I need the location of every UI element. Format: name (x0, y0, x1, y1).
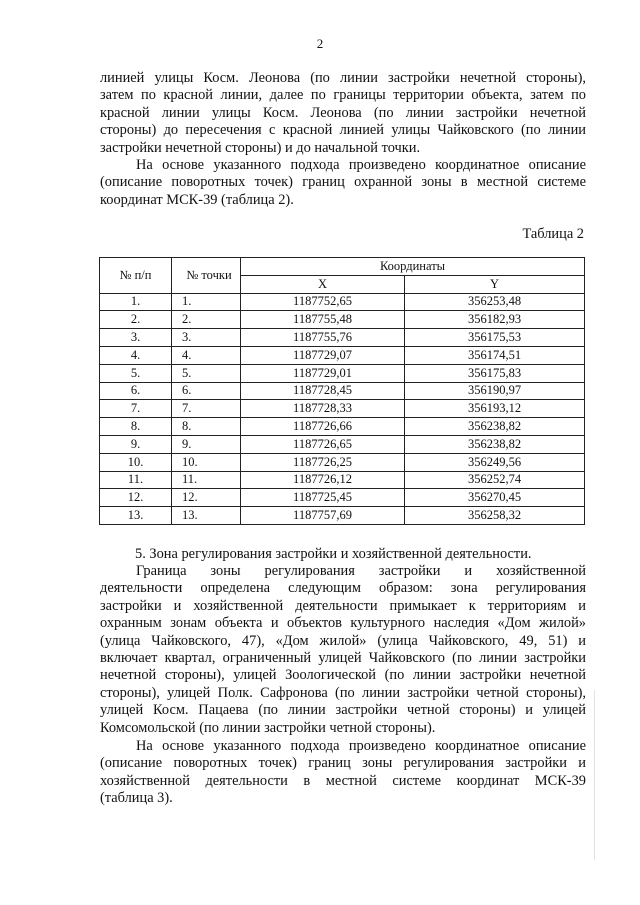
section-heading: 5. Зона регулирования застройки и хозяйственной деятельности. (135, 546, 532, 562)
cell-y: 356238,82 (405, 418, 585, 436)
cell-point: 4. (172, 346, 241, 364)
intro-paragraph (100, 70, 586, 157)
text-line: координат МСК-39 (таблица 2). (100, 191, 294, 208)
cell-number: 5. (100, 364, 172, 382)
col-header-coordinates: Координаты (241, 258, 585, 276)
table-row (100, 435, 585, 453)
text-line: стороны) до пересечения с красной линией улицы Чайковского (по линии (100, 122, 586, 139)
text-line: охранным зонам объекта и объектов культурного наследия «Дом жилой» (100, 615, 586, 632)
cell-y: 356174,51 (405, 346, 585, 364)
text-line: стороны), улицей Полк. Сафронова (по линии застройки четной стороны), (100, 684, 586, 701)
page-number: 2 (316, 36, 324, 51)
text-line: красной линии улицы Косм. Леонова (по линии застройки нечетной (100, 104, 586, 121)
cell-x: 1187728,33 (241, 400, 405, 418)
cell-number: 10. (100, 453, 172, 471)
cell-point: 10. (172, 453, 241, 471)
cell-x: 1187757,69 (241, 507, 405, 525)
cell-point: 3. (172, 329, 241, 347)
text-line: (таблица 3). (100, 790, 173, 807)
col-header-number: № п/п (100, 258, 172, 294)
table-caption: Таблица 2 (522, 226, 584, 242)
text-line: затем по красной линии, далее по границы территории объекта, затем по (100, 87, 586, 104)
text-line: На основе указанного подхода произведено координатное описание (136, 738, 586, 754)
cell-x: 1187729,01 (241, 364, 405, 382)
cell-point: 7. (172, 400, 241, 418)
cell-x: 1187729,07 (241, 346, 405, 364)
zone-paragraph (100, 563, 586, 737)
col-header-x: X (241, 275, 405, 293)
table-row (100, 346, 585, 364)
cell-point: 11. (172, 471, 241, 489)
cell-number: 1. (100, 293, 172, 311)
table-row (100, 471, 585, 489)
cell-point: 13. (172, 507, 241, 525)
cell-x: 1187726,25 (241, 453, 405, 471)
cell-number: 11. (100, 471, 172, 489)
text-line: нечетной стороны), улицей Зоологической (по линии застройки нечетной (100, 667, 586, 684)
cell-point: 9. (172, 435, 241, 453)
cell-number: 4. (100, 346, 172, 364)
scan-artifact (594, 690, 595, 860)
cell-x: 1187726,65 (241, 435, 405, 453)
text-line: улицей Косм. Пацаева (по линии застройки четной стороны) и улицей (100, 702, 586, 719)
basis-paragraph (100, 157, 586, 209)
text-line: деятельности определена следующим образом: зона регулирования (100, 580, 586, 597)
table-row (100, 382, 585, 400)
cell-number: 8. (100, 418, 172, 436)
text-line: (описание поворотных точек) границ зоны регулирования застройки и (100, 755, 586, 772)
col-header-point: № точки (172, 258, 241, 294)
table-row (100, 311, 585, 329)
cell-y: 356175,83 (405, 364, 585, 382)
cell-point: 1. (172, 293, 241, 311)
table-row (100, 293, 585, 311)
final-paragraph (100, 738, 586, 808)
cell-y: 356249,56 (405, 453, 585, 471)
text-line: Комсомольской (по линии застройки четной стороны). (100, 719, 436, 736)
text-line: На основе указанного подхода произведено координатное описание (136, 157, 586, 173)
cell-y: 356238,82 (405, 435, 585, 453)
cell-number: 13. (100, 507, 172, 525)
cell-number: 2. (100, 311, 172, 329)
cell-number: 6. (100, 382, 172, 400)
cell-y: 356258,32 (405, 507, 585, 525)
text-line: включает квартал, ограниченный улицей Чайковского (по линии застройки (100, 650, 586, 667)
cell-number: 3. (100, 329, 172, 347)
cell-point: 5. (172, 364, 241, 382)
cell-y: 356253,48 (405, 293, 585, 311)
cell-x: 1187755,48 (241, 311, 405, 329)
table-row (100, 418, 585, 436)
cell-point: 8. (172, 418, 241, 436)
table-row (100, 400, 585, 418)
table-row (100, 329, 585, 347)
cell-x: 1187726,12 (241, 471, 405, 489)
cell-y: 356182,93 (405, 311, 585, 329)
cell-x: 1187728,45 (241, 382, 405, 400)
cell-y: 356252,74 (405, 471, 585, 489)
cell-point: 6. (172, 382, 241, 400)
table-row (100, 489, 585, 507)
cell-point: 12. (172, 489, 241, 507)
text-line: застройки и хозяйственной деятельности примыкает к территориям и (100, 597, 586, 614)
text-line: Граница зоны регулирования застройки и хозяйственной (136, 563, 586, 579)
cell-x: 1187755,76 (241, 329, 405, 347)
cell-point: 2. (172, 311, 241, 329)
table-row (100, 453, 585, 471)
text-line: линией улицы Косм. Леонова (по линии застройки нечетной стороны), (100, 70, 586, 86)
coordinates-table (99, 257, 585, 525)
cell-y: 356175,53 (405, 329, 585, 347)
text-line: хозяйственной деятельности в местной системе координат МСК-39 (100, 772, 586, 789)
table-row (100, 507, 585, 525)
cell-number: 12. (100, 489, 172, 507)
text-line: (улица Чайковского, 47), «Дом жилой» (улица Чайковского, 49, 51) и (100, 632, 586, 649)
cell-y: 356193,12 (405, 400, 585, 418)
cell-y: 356190,97 (405, 382, 585, 400)
col-header-y: Y (405, 275, 585, 293)
cell-x: 1187752,65 (241, 293, 405, 311)
text-line: застройки нечетной стороны) и до начальной точки. (100, 139, 421, 156)
cell-number: 9. (100, 435, 172, 453)
text-line: (описание поворотных точек) границ охранной зоны в местной системе (100, 174, 586, 191)
table-row (100, 364, 585, 382)
cell-x: 1187725,45 (241, 489, 405, 507)
cell-number: 7. (100, 400, 172, 418)
cell-x: 1187726,66 (241, 418, 405, 436)
cell-y: 356270,45 (405, 489, 585, 507)
